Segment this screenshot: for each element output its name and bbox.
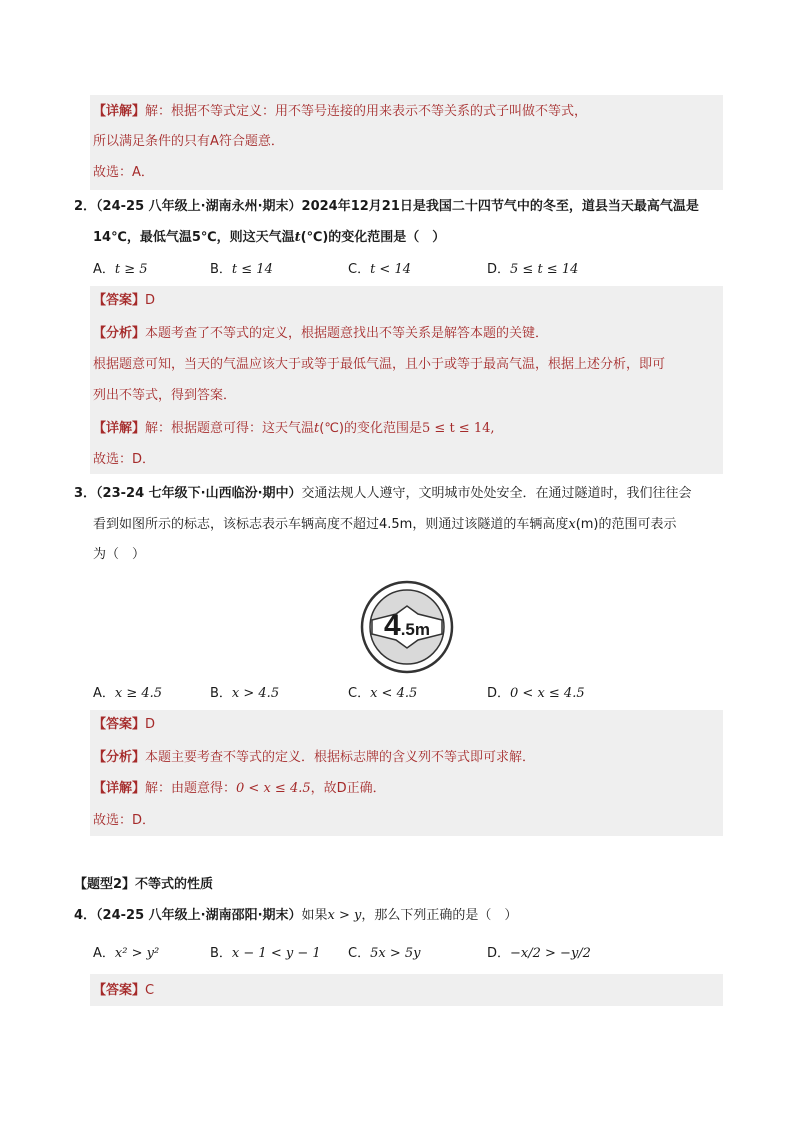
answer-value: D [145, 717, 156, 732]
option-d[interactable] [487, 945, 591, 963]
detail-text: 解：由题意得： [145, 781, 237, 796]
option-letter: D． [487, 262, 511, 277]
answer-tag: 【答案】 [93, 983, 146, 998]
option-letter: B． [210, 262, 232, 277]
stem-text: 14℃，最低气温5℃，则这天气温 [93, 230, 295, 245]
option-math: t < 14 [370, 262, 412, 277]
option-math: x > 4.5 [231, 686, 280, 701]
detail-tag: 【详解】 [93, 781, 146, 796]
option-d[interactable] [487, 261, 578, 279]
stem-text: (m)的范围可表示 [575, 517, 677, 532]
option-b[interactable] [210, 261, 273, 279]
answer-line-q2 [93, 292, 155, 310]
answer-tag: 【答案】 [93, 293, 146, 308]
question-number: 3． [74, 486, 97, 501]
option-math: t ≤ 14 [231, 262, 273, 277]
question-stem: 交通法规人人遵守，文明城市处处安全．在通过隧道时，我们往往会 [301, 486, 692, 501]
option-math: x − 1 < y − 1 [231, 946, 321, 961]
option-letter: C． [348, 262, 371, 277]
answer-value: D [145, 293, 156, 308]
analysis-text: 本题考查了不等式的定义，根据题意找出不等关系是解答本题的关键． [145, 326, 549, 341]
sign-label-unit: .5m [400, 620, 430, 639]
detail-text: ，故D正确． [310, 781, 386, 796]
option-letter: B． [210, 946, 232, 961]
detail-variable: t [314, 421, 320, 436]
answer-line-q4 [93, 982, 154, 1000]
answer-line-q3 [93, 716, 155, 734]
answer-value: C [145, 983, 155, 998]
question-source: （24-25 八年级上·湖南永州·期末） [96, 199, 302, 214]
option-math: 5x > 5y [370, 946, 421, 961]
stem-text: (℃)的变化范围是（ ） [300, 230, 446, 245]
question-2-stem-line2 [93, 229, 445, 247]
question-3-stem-line2 [93, 516, 677, 534]
question-number: 4． [74, 908, 97, 923]
detail-line-q2 [93, 420, 495, 438]
detail-text: (℃)的变化范围是 [319, 421, 423, 436]
analysis-line-3: 列出不等式，得到答案． [93, 388, 237, 403]
detail-line-q1 [93, 103, 587, 121]
stem-variable: x [568, 517, 576, 532]
option-letter: B． [210, 686, 232, 701]
option-math: −x/2 > −y/2 [510, 946, 591, 961]
question-stem: 2024年12月21日是我国二十四节气中的冬至，道县当天最高气温是 [301, 199, 699, 214]
analysis-line-2: 根据题意可知，当天的气温应该大于或等于最低气温，且小于或等于最高气温，根据上述分析，即可 [93, 357, 666, 372]
answer-tag: 【答案】 [93, 717, 146, 732]
question-2-stem-line1 [74, 198, 699, 216]
stem-math: x > y [327, 908, 362, 923]
stem-text: 看到如图所示的标志，该标志表示车辆高度不超过4.5m，则通过该隧道的车辆高度 [93, 517, 569, 532]
analysis-line-q2 [93, 325, 548, 343]
detail-text: 解：根据不等式定义：用不等号连接的用来表示不等关系的式子叫做不等式， [145, 104, 588, 119]
detail-math: 0 < x ≤ 4.5 [236, 781, 311, 796]
detail-text: 解：根据题意可得：这天气温 [145, 421, 315, 436]
choose-line-q3: 故选：D． [93, 813, 156, 828]
option-letter: A． [93, 686, 115, 701]
analysis-line-q3 [93, 749, 535, 767]
question-source: （24-25 八年级上·湖南邵阳·期末） [96, 908, 302, 923]
solution-box-q4 [90, 974, 723, 1006]
height-limit-sign [360, 580, 454, 674]
detail-line-q3 [93, 780, 386, 798]
option-letter: A． [93, 946, 115, 961]
option-b[interactable] [210, 945, 321, 963]
sign-label-digit: 4 [384, 609, 401, 642]
analysis-text: 本题主要考查不等式的定义．根据标志牌的含义列不等式即可求解． [145, 750, 536, 765]
option-a[interactable] [93, 261, 148, 279]
analysis-tag: 【分析】 [93, 750, 146, 765]
question-3-stem-line1 [74, 485, 692, 503]
stem-text: 如果 [301, 908, 328, 923]
detail-tag: 【详解】 [93, 421, 146, 436]
detail-math: 5 ≤ t ≤ 14, [422, 421, 495, 436]
option-math: t ≥ 5 [114, 262, 148, 277]
analysis-tag: 【分析】 [93, 326, 146, 341]
question-number: 2． [74, 199, 97, 214]
option-math: 5 ≤ t ≤ 14 [510, 262, 579, 277]
stem-text: ，那么下列正确的是（ ） [361, 908, 518, 923]
option-a[interactable] [93, 945, 159, 963]
choose-line-q1: 故选：A． [93, 165, 154, 180]
option-letter: D． [487, 686, 511, 701]
option-b[interactable] [210, 685, 279, 703]
detail-line-2: 所以满足条件的只有A符合题意． [93, 134, 284, 149]
sign-label [376, 610, 438, 642]
question-4-stem [74, 907, 517, 925]
option-math: x² > y² [114, 946, 160, 961]
detail-tag: 【详解】 [93, 104, 146, 119]
option-letter: C． [348, 686, 371, 701]
option-letter: A． [93, 262, 115, 277]
stem-variable: t [294, 230, 301, 245]
solution-box-q3 [90, 710, 723, 836]
option-math: 0 < x ≤ 4.5 [510, 686, 585, 701]
option-math: x ≥ 4.5 [114, 686, 163, 701]
question-3-stem-line3: 为（ ） [93, 547, 146, 562]
section-heading: 【题型2】不等式的性质 [74, 877, 214, 892]
question-source: （23-24 七年级下·山西临汾·期中） [96, 486, 302, 501]
option-c[interactable] [348, 945, 420, 963]
option-letter: C． [348, 946, 371, 961]
choose-line-q2: 故选：D． [93, 452, 156, 467]
option-a[interactable] [93, 685, 162, 703]
option-c[interactable] [348, 261, 411, 279]
option-letter: D． [487, 946, 511, 961]
option-c[interactable] [348, 685, 417, 703]
option-d[interactable] [487, 685, 585, 703]
solution-box-q2 [90, 286, 723, 474]
option-math: x < 4.5 [370, 686, 418, 701]
